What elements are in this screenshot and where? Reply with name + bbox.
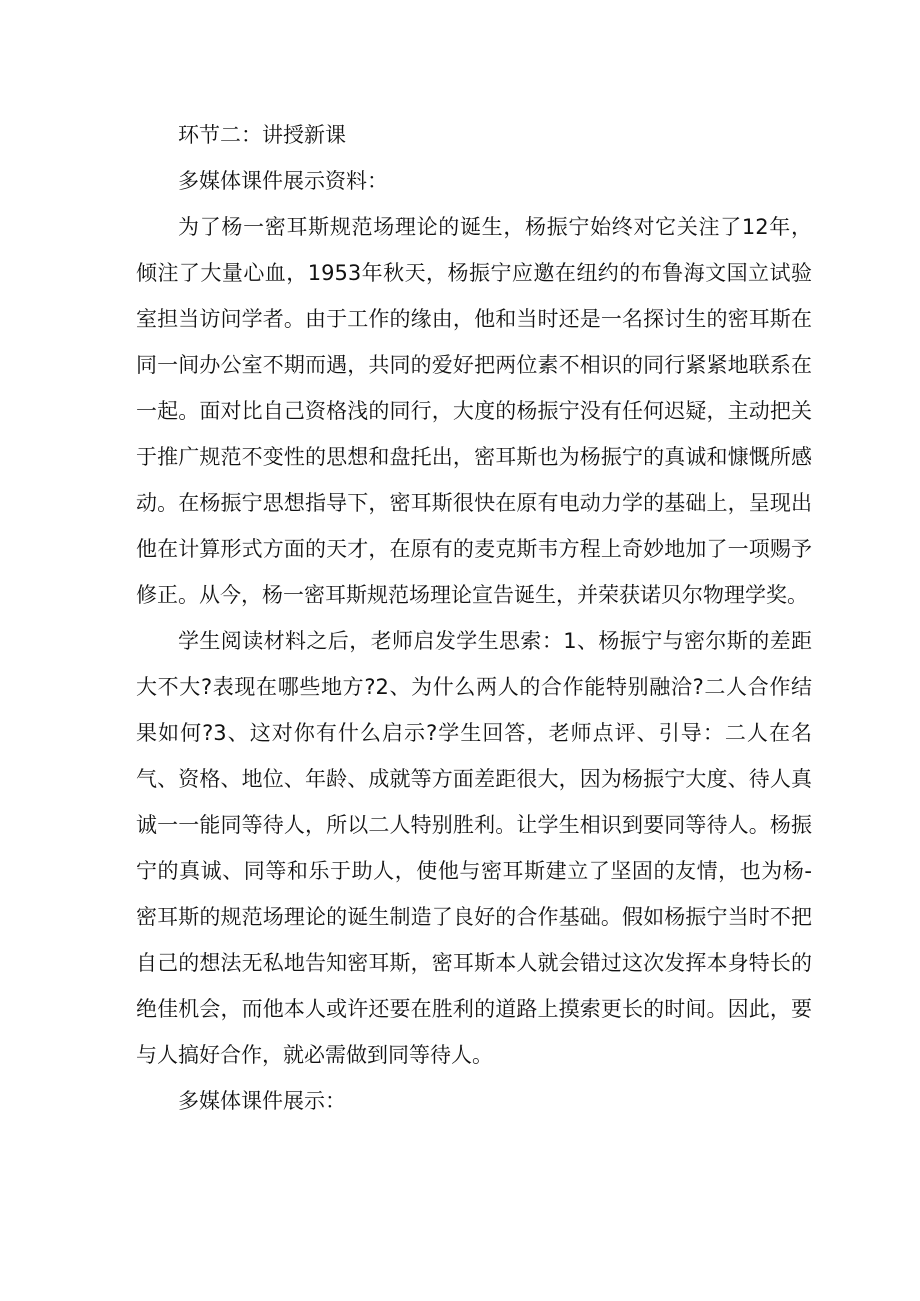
document-body xyxy=(136,112,812,1124)
section-heading: 环节二：讲授新课 xyxy=(178,123,346,147)
paragraph-closing: 多媒体课件展示： xyxy=(178,1089,346,1113)
paragraph-intro: 多媒体课件展示资料： xyxy=(178,169,388,193)
paragraph-discussion: 学生阅读材料之后，老师启发学生思索：1、杨振宁与密尔斯的差距大不大?表现在哪些地方?2、为什么两人的合作能特别融洽?二人合作结果如何?3、这对你有什么启示?学生回答，老师点评、引导：二人在名气、资格、地位、年龄、成就等方面差距很大，因为杨振宁大度、待人真诚一一能同等待人，所以二人特别胜利。让学生相识到要同等待人。杨振宁的真诚、同等和乐于助人，使他与密耳斯建立了坚固的友情，也为杨-密耳斯的规范场理论的诞生制造了良好的合作基础。假如杨振宁当时不把自己的想法无私地告知密耳斯，密耳斯本人就会错过这次发挥本身特长的绝佳机会，而他本人或许还要在胜利的道路上摸索更长的时间。因此，要与人搞好合作，就必需做到同等待人。 xyxy=(136,629,812,1067)
paragraph-story: 为了杨一密耳斯规范场理论的诞生，杨振宁始终对它关注了12年，倾注了大量心血，1953年秋天，杨振宁应邀在纽约的布鲁海文国立试验室担当访问学者。由于工作的缘由，他和当时还是一名探讨生的密耳斯在同一间办公室不期而遇，共同的爱好把两位素不相识的同行紧紧地联系在一起。面对比自己资格浅的同行，大度的杨振宁没有任何迟疑，主动把关于推广规范不变性的思想和盘托出，密耳斯也为杨振宁的真诚和慷慨所感动。在杨振宁思想指导下，密耳斯很快在原有电动力学的基础上，呈现出他在计算形式方面的天才，在原有的麦克斯韦方程上奇妙地加了一项赐予修正。从今，杨一密耳斯规范场理论宣告诞生，并荣获诺贝尔物理学奖。 xyxy=(136,215,812,607)
